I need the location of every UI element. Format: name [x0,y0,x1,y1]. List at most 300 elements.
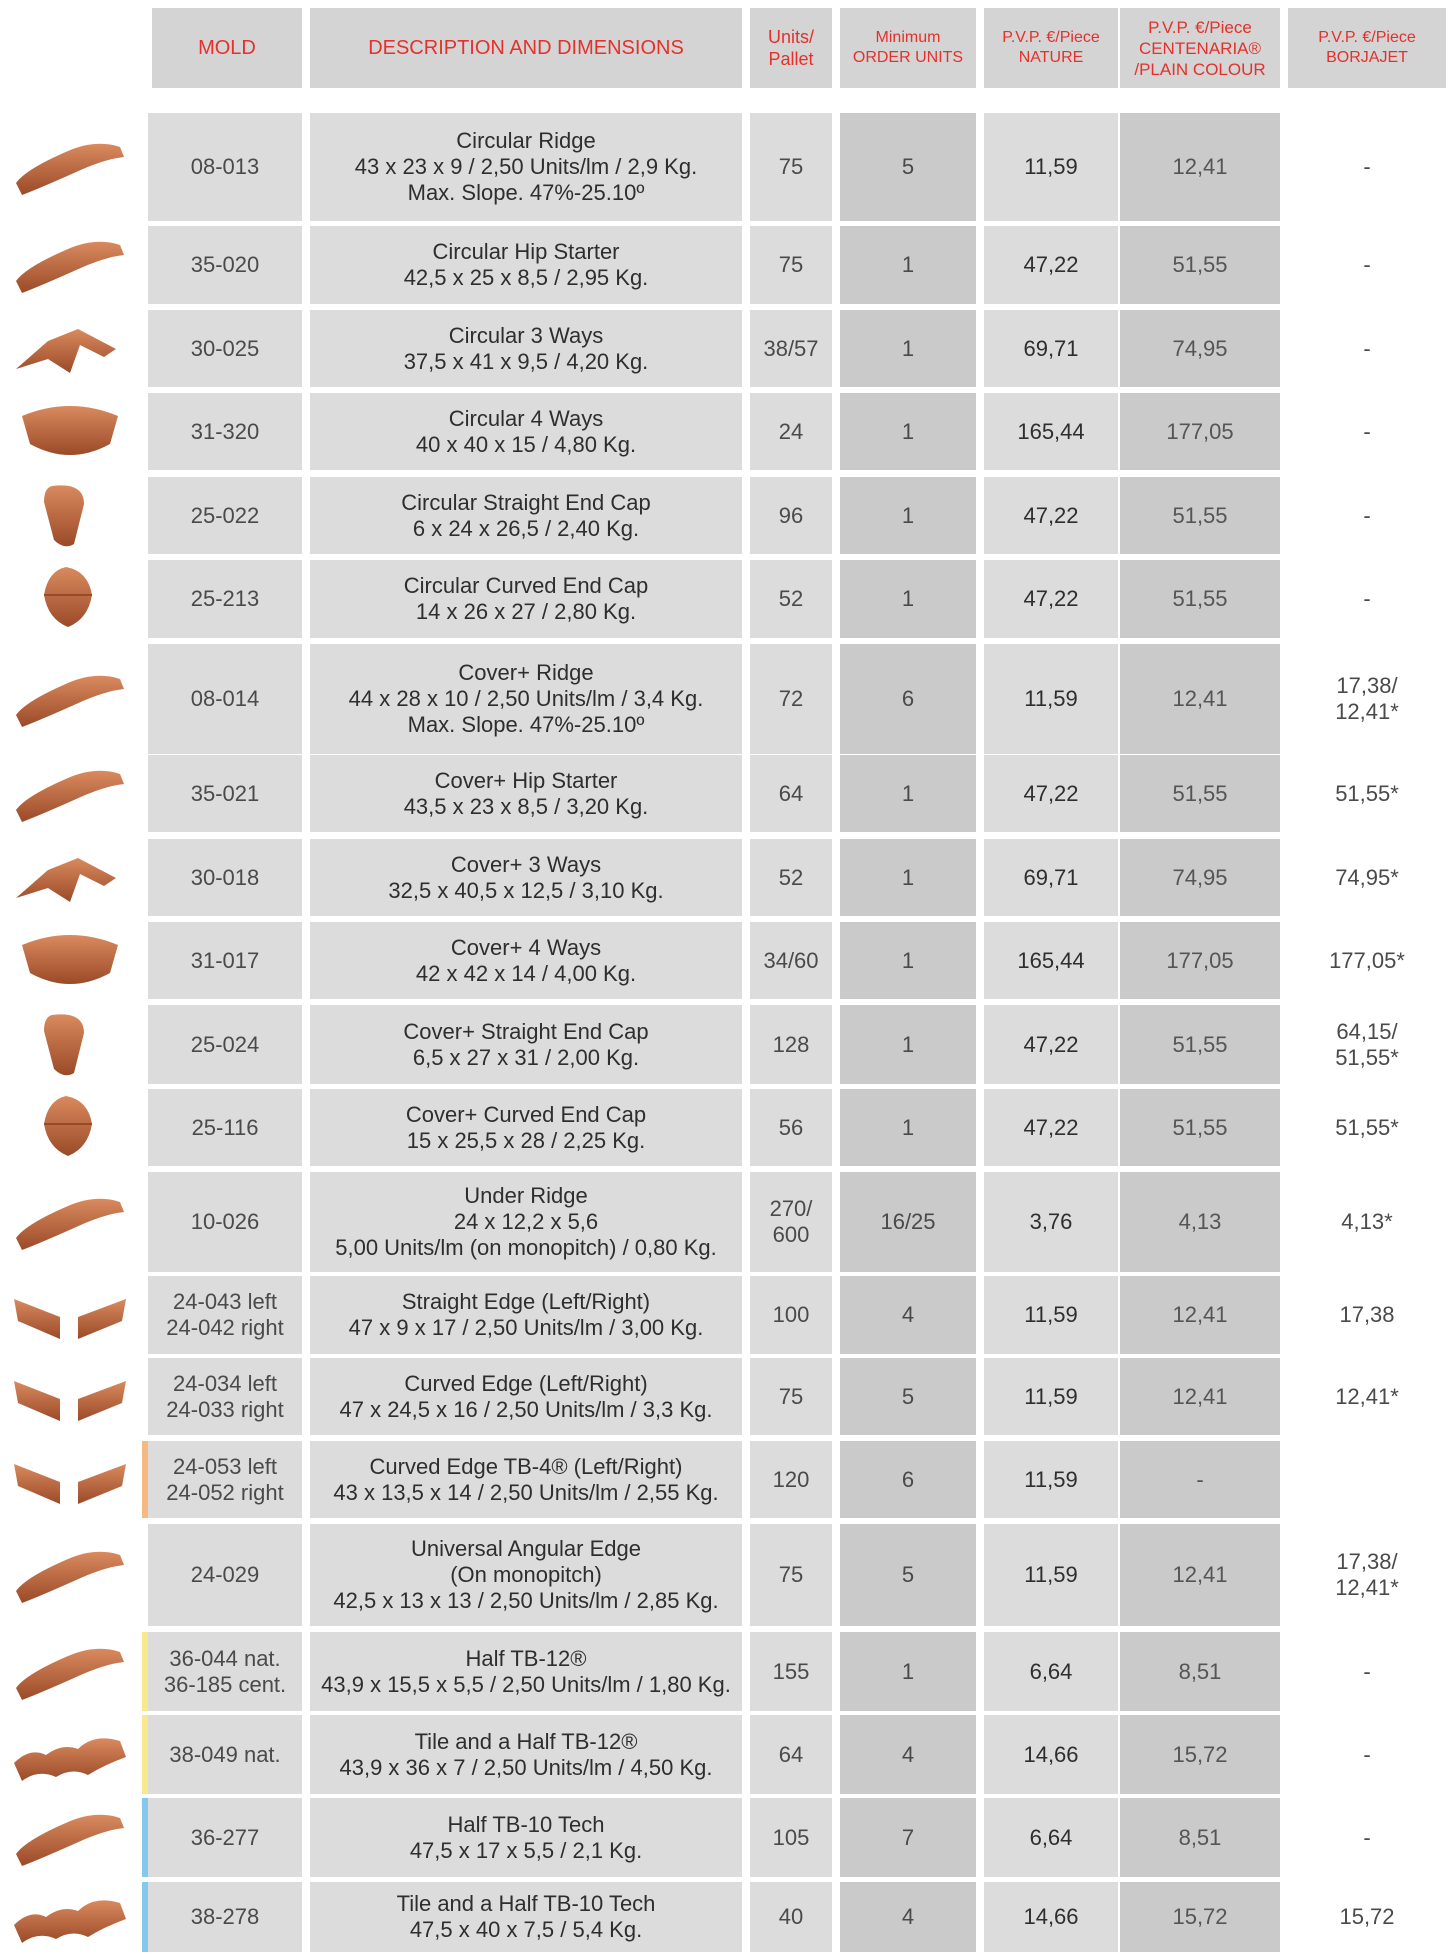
cell-min [840,1798,976,1877]
cell-text: 69,71 [1023,335,1079,361]
cell-text: 14,66 [1023,1741,1079,1767]
cell-text: Circular Curved End Cap [403,573,649,598]
cell-min [840,226,976,304]
cell-borj [1288,1172,1446,1272]
cell-units [750,1441,832,1518]
cell-text: 51,55* [1335,1044,1399,1070]
cell-text: 52 [778,864,804,890]
cell-min [840,1089,976,1166]
cover-hip-starter-icon [8,756,132,832]
cell-desc [310,560,742,638]
cell-borj [1288,839,1446,916]
cell-min [840,393,976,470]
cell-borj [1288,1358,1446,1435]
cell-units [750,755,832,832]
cell-text: 51,55* [1335,780,1399,806]
cell-text: 51,55 [1172,780,1228,806]
cell-text: 1 [901,780,915,806]
cell-text: 25-116 [191,1114,259,1140]
cell-text: 1 [901,1658,915,1684]
cell-text: 8,51 [1178,1824,1222,1850]
cell-desc [310,755,742,832]
cover-ridge-icon [8,661,132,737]
cell-text: 51,55 [1172,586,1228,611]
cell-text: 34/60 [763,947,819,973]
header-label: P.V.P. €/Piece [1148,17,1252,37]
cell-nature [984,1005,1118,1084]
cell-desc [310,1524,742,1626]
cell-cent [1120,755,1280,832]
cell-mold [148,1798,302,1877]
cell-borj [1288,1715,1446,1794]
cell-units [750,1798,832,1877]
header-label: CENTENARIA® [1138,38,1262,58]
cell-text: 42,5 x 13 x 13 / 2,50 Units/lm / 2,85 Kg. [333,1588,719,1613]
cell-borj [1288,1524,1446,1626]
cell-text: 35-020 [190,252,260,277]
cell-text: - [1363,502,1371,528]
cell-text: 1 [901,864,915,890]
cell-text: 96 [778,502,804,528]
cell-text: 1 [901,947,915,973]
tile-and-half-tb10-tech-icon [8,1879,132,1955]
cover-curved-end-cap-icon [8,1090,132,1166]
cell-text: 75 [778,154,804,179]
cell-units [750,1882,832,1952]
cell-text: 47,22 [1023,502,1079,528]
cell-text: 47,22 [1023,252,1079,277]
curved-edge-icon [8,1359,132,1435]
cell-units [750,393,832,470]
cell-borj [1288,1005,1446,1084]
cell-text: 75 [778,1562,804,1587]
cell-units [750,1715,832,1794]
cell-text: (On monopitch) [450,1562,602,1587]
cell-mold [148,1441,302,1518]
cell-text: 64 [778,780,804,806]
cell-nature [984,1441,1118,1518]
cell-text: 24 x 12,2 x 5,6 [453,1209,599,1234]
cell-text: - [1363,1741,1371,1767]
cell-borj [1288,1089,1446,1166]
cell-min [840,477,976,554]
cell-mold [148,1632,302,1711]
cell-borj [1288,922,1446,999]
cell-cent [1120,1882,1280,1952]
cell-text: 38-278 [190,1904,260,1929]
cell-text: - [1363,586,1371,611]
cell-min [840,1882,976,1952]
cell-desc [310,113,742,221]
cell-units [750,560,832,638]
cell-min [840,1005,976,1084]
header-pvp-borjajet [1288,8,1446,88]
cell-text: 74,95* [1335,864,1399,890]
cell-text: 24-034 left [173,1370,277,1396]
cell-desc [310,1276,742,1354]
cell-text: 15,72 [1172,1741,1228,1767]
cell-text: - [1363,1824,1371,1850]
header-pvp-centenaria [1120,8,1280,88]
cell-text: 105 [772,1824,810,1850]
cell-cent [1120,560,1280,638]
cell-mold [148,560,302,638]
cell-text: 43 x 13,5 x 14 / 2,50 Units/lm / 2,55 Kg. [333,1479,719,1505]
cell-units [750,113,832,221]
cell-text: Max. Slope. 47%-25.10º [407,712,645,737]
cell-text: Straight Edge (Left/Right) [401,1289,651,1314]
cell-text: 8,51 [1178,1658,1222,1684]
cell-mold [148,310,302,387]
cell-cent [1120,1441,1280,1518]
header-label: P.V.P. €/Piece [1318,29,1416,46]
cell-text: 17,38 [1339,1302,1395,1327]
cell-text: 47,22 [1023,780,1079,806]
cell-text: 36-185 cent. [163,1671,287,1697]
cell-text: 4 [901,1904,915,1929]
cell-text: 64 [778,1741,804,1767]
cell-text: 42 x 42 x 14 / 4,00 Kg. [415,960,637,986]
cell-cent [1120,113,1280,221]
cell-text: - [1363,252,1371,277]
cell-min [840,1524,976,1626]
cell-text: 74,95 [1172,864,1228,890]
cell-borj [1288,1632,1446,1711]
cell-units [750,1276,832,1354]
cell-text: 15,72 [1172,1904,1228,1929]
cell-text: Circular 3 Ways [448,322,604,348]
cell-text: 36-277 [190,1824,260,1850]
cell-text: Cover+ Straight End Cap [403,1018,649,1044]
cell-cent [1120,226,1280,304]
cell-text: 08-014 [190,686,260,711]
cell-text: 6 [901,1466,915,1492]
under-ridge-icon [8,1184,132,1260]
cell-text: 1 [901,1114,915,1140]
tile-and-half-tb12-icon [8,1717,132,1793]
cell-desc [310,922,742,999]
cell-text: 165,44 [1017,418,1085,444]
cell-text: 11,59 [1024,1562,1078,1587]
cell-min [840,560,976,638]
cell-text: 14 x 26 x 27 / 2,80 Kg. [415,599,637,624]
cell-text: 1 [901,586,915,611]
cell-text: 270/ [769,1196,813,1221]
cell-text: Curved Edge (Left/Right) [404,1370,648,1396]
cell-text: Under Ridge [464,1183,588,1208]
cell-min [840,113,976,221]
cell-desc [310,226,742,304]
cell-mold [148,393,302,470]
cell-text: Cover+ Curved End Cap [405,1101,647,1127]
cell-text: 4,13* [1341,1209,1393,1234]
cell-desc [310,1089,742,1166]
cell-text: 47 x 9 x 17 / 2,50 Units/lm / 3,00 Kg. [348,1315,704,1340]
cell-text: 31-320 [190,418,260,444]
cell-nature [984,560,1118,638]
cell-cent [1120,839,1280,916]
cell-borj [1288,310,1446,387]
cell-cent [1120,1715,1280,1794]
cell-text: 51,55 [1172,1114,1228,1140]
header-description [310,8,742,88]
half-tb12-icon [8,1634,132,1710]
cell-borj [1288,1882,1446,1952]
cell-text: 75 [778,1383,804,1409]
cell-text: Circular Hip Starter [432,239,620,264]
cell-text: 35-021 [190,780,260,806]
cell-mold [148,644,302,754]
cell-text: Tile and a Half TB-10 Tech [396,1891,656,1916]
cell-cent [1120,477,1280,554]
header-min-order [840,8,976,88]
cell-units [750,644,832,754]
cell-text: Cover+ 3 Ways [450,851,602,877]
cell-nature [984,1715,1118,1794]
cell-text: Tile and a Half TB-12® [414,1728,638,1754]
circular-curved-end-cap-icon [8,561,132,637]
cell-text: 25-213 [190,586,260,611]
cell-text: Circular Ridge [456,128,596,153]
cell-nature [984,226,1118,304]
header-label: /PLAIN COLOUR [1134,59,1266,79]
cell-desc [310,1882,742,1952]
cell-desc [310,1358,742,1435]
cell-min [840,839,976,916]
cell-text: 75 [778,252,804,277]
cell-units [750,1005,832,1084]
cell-mold [148,755,302,832]
cell-min [840,1276,976,1354]
cell-text: 43 x 23 x 9 / 2,50 Units/lm / 2,9 Kg. [354,154,698,179]
cell-desc [310,477,742,554]
cell-units [750,226,832,304]
cell-text: 6 x 24 x 26,5 / 2,40 Kg. [412,515,640,541]
cell-nature [984,310,1118,387]
cell-text: 165,44 [1017,947,1085,973]
cell-borj [1288,113,1446,221]
cell-text: 120 [772,1466,810,1492]
cell-text: 56 [778,1114,804,1140]
cell-cent [1120,1276,1280,1354]
cell-text: 47,22 [1023,1114,1079,1140]
cell-units [750,1524,832,1626]
header-label: BORJAJET [1326,49,1408,66]
cell-text: 38-049 nat. [169,1741,281,1767]
cell-text: 08-013 [190,154,260,179]
cell-text: 36-044 nat. [169,1645,281,1671]
cover-straight-end-cap-icon [8,1007,132,1083]
cell-text: 177,05 [1166,418,1234,444]
cell-text: 51,55 [1172,252,1228,277]
cell-mold [148,1882,302,1952]
cell-mold [148,1089,302,1166]
cell-text: 1 [901,502,915,528]
header-units-pallet [750,8,832,88]
cell-text: 47,5 x 40 x 7,5 / 5,4 Kg. [409,1917,643,1942]
curved-edge-tb4-icon [8,1442,132,1518]
cell-borj [1288,1798,1446,1877]
cell-cent [1120,1632,1280,1711]
cell-text: Circular Straight End Cap [401,489,651,515]
cell-text: 52 [778,586,804,611]
cell-text: 6 [901,686,915,711]
cell-units [750,1632,832,1711]
cell-text: 40 x 40 x 15 / 4,80 Kg. [415,431,637,457]
cell-cent [1120,1005,1280,1084]
cell-text: 12,41* [1335,1575,1399,1600]
cell-text: 24 [778,418,804,444]
cell-text: 177,05* [1329,947,1405,973]
header-pvp-nature [984,8,1118,88]
header-label: NATURE [1018,49,1084,66]
circular-3-ways-icon [8,311,132,387]
cell-min [840,1441,976,1518]
cell-text: 5 [901,154,915,179]
cell-units [750,1172,832,1272]
cell-mold [148,1358,302,1435]
cell-text: 11,59 [1024,154,1078,179]
cell-text: 6,64 [1029,1658,1073,1684]
cell-text: 100 [772,1302,810,1327]
cell-cent [1120,393,1280,470]
cell-text: 5 [901,1562,915,1587]
cover-3-ways-icon [8,840,132,916]
cell-min [840,1358,976,1435]
cell-units [750,1089,832,1166]
cell-cent [1120,1172,1280,1272]
cell-text: 24-042 right [166,1315,284,1340]
cell-text: 11,59 [1024,1302,1078,1327]
cell-units [750,310,832,387]
cell-text: 12,41* [1335,699,1399,724]
cell-text: 31-017 [190,947,260,973]
cell-nature [984,1882,1118,1952]
cell-text: 43,9 x 15,5 x 5,5 / 2,50 Units/lm / 1,80 Kg. [321,1671,731,1697]
cell-text: 37,5 x 41 x 9,5 / 4,20 Kg. [403,348,649,374]
cell-mold [148,922,302,999]
cell-text: 51,55 [1172,502,1228,528]
cell-text: 155 [772,1658,810,1684]
cell-borj [1288,393,1446,470]
cell-desc [310,644,742,754]
cell-nature [984,1172,1118,1272]
cell-text: - [1363,335,1371,361]
cell-desc [310,1798,742,1877]
cell-text: 72 [778,686,804,711]
cell-text: 5 [901,1383,915,1409]
cell-text: - [1363,154,1371,179]
cell-units [750,1358,832,1435]
cell-cent [1120,1798,1280,1877]
cell-cent [1120,310,1280,387]
cell-text: Half TB-10 Tech [447,1811,605,1837]
cell-min [840,1715,976,1794]
cell-nature [984,1524,1118,1626]
cell-text: 51,55* [1335,1114,1399,1140]
cell-text: 30-018 [190,864,260,890]
cell-units [750,477,832,554]
cell-nature [984,1358,1118,1435]
cell-text: Universal Angular Edge [411,1536,641,1561]
cell-nature [984,477,1118,554]
circular-ridge-icon [8,129,132,205]
cell-text: 4 [901,1741,915,1767]
cell-mold [148,1005,302,1084]
cell-nature [984,922,1118,999]
cell-nature [984,113,1118,221]
cell-borj [1288,755,1446,832]
cell-desc [310,310,742,387]
circular-straight-end-cap-icon [8,478,132,554]
cell-desc [310,1172,742,1272]
cell-text: 40 [778,1904,804,1929]
cell-text: 1 [901,418,915,444]
cell-text: 64,15/ [1336,1018,1398,1044]
cell-cent [1120,1358,1280,1435]
cell-nature [984,644,1118,754]
cell-text: Cover+ Ridge [458,660,594,685]
circular-hip-starter-icon [8,227,132,303]
cell-text: Curved Edge TB-4® (Left/Right) [369,1453,683,1479]
cell-borj [1288,477,1446,554]
cell-text: 3,76 [1029,1209,1073,1234]
cell-text: 24-033 right [166,1396,284,1422]
header-label: MOLD [198,37,256,59]
cell-text: 10-026 [190,1209,260,1234]
cell-nature [984,1632,1118,1711]
cell-text: 12,41 [1172,1383,1228,1409]
cell-text: 30-025 [190,335,260,361]
header-label: Minimum [875,29,941,46]
cell-text: 17,38/ [1336,673,1398,698]
cell-desc [310,393,742,470]
cell-mold [148,1276,302,1354]
cell-text: 6,64 [1029,1824,1073,1850]
cell-cent [1120,922,1280,999]
cell-text: 24-052 right [166,1479,284,1505]
cell-text: - [1363,1658,1371,1684]
cell-desc [310,839,742,916]
cell-text: 25-022 [190,502,260,528]
cell-text: 6,5 x 27 x 31 / 2,00 Kg. [412,1044,640,1070]
cell-borj [1288,1276,1446,1354]
cell-text: 43,9 x 36 x 7 / 2,50 Units/lm / 4,50 Kg. [339,1754,713,1780]
cell-text: 4 [901,1302,915,1327]
cell-nature [984,1276,1118,1354]
cell-text: 32,5 x 40,5 x 12,5 / 3,10 Kg. [388,877,664,903]
cell-borj [1288,1441,1446,1518]
cell-text: 12,41 [1172,1562,1228,1587]
cell-desc [310,1005,742,1084]
cell-text: 74,95 [1172,335,1228,361]
cell-text: 600 [772,1222,810,1247]
cell-min [840,1632,976,1711]
cell-mold [148,1715,302,1794]
cell-nature [984,1089,1118,1166]
cell-text: - [1363,418,1371,444]
cell-units [750,839,832,916]
cell-min [840,922,976,999]
cell-text: 7 [901,1824,915,1850]
cell-text: 15 x 25,5 x 28 / 2,25 Kg. [406,1127,646,1153]
cell-text: 5,00 Units/lm (on monopitch) / 0,80 Kg. [335,1235,717,1260]
cell-text: 15,72 [1339,1904,1395,1929]
cell-mold [148,113,302,221]
cell-text: 25-024 [190,1031,260,1057]
cell-desc [310,1441,742,1518]
cell-text: 128 [772,1031,810,1057]
